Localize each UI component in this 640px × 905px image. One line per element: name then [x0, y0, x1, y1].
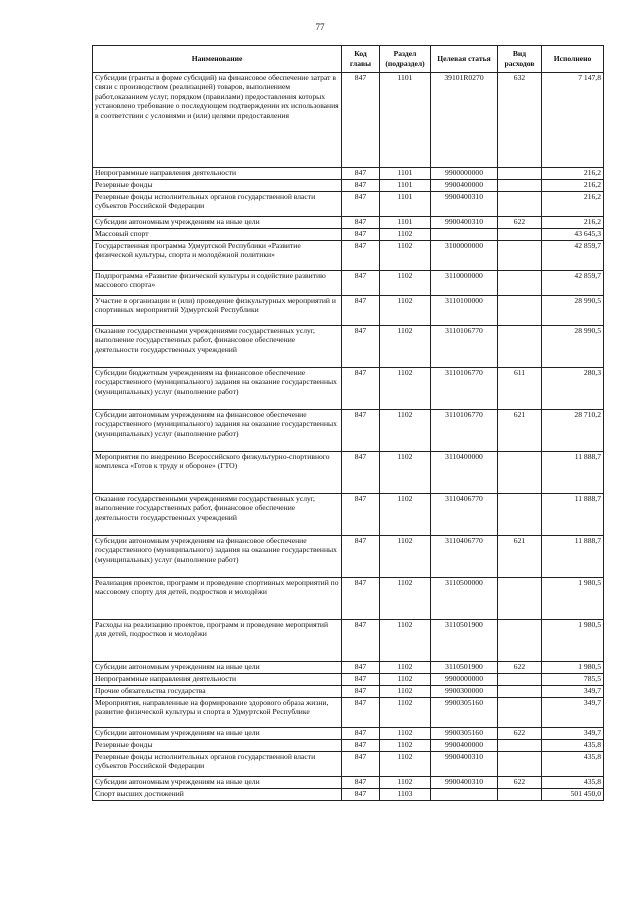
- cell-kod: 847: [342, 296, 380, 326]
- table-row: [93, 674, 604, 686]
- cell-name: Субсидии автономным учреждениям на иные цели: [93, 777, 342, 789]
- cell-razdel: 1102: [380, 271, 431, 296]
- table-row: [93, 217, 604, 229]
- cell-ispolneno: 435,8: [542, 752, 604, 777]
- table-row: [93, 452, 604, 494]
- cell-razdel: 1102: [380, 578, 431, 620]
- table-row: [93, 620, 604, 662]
- cell-ispolneno: 216,2: [542, 168, 604, 180]
- cell-vid: [498, 740, 542, 752]
- cell-vid: [498, 620, 542, 662]
- cell-name: Субсидии автономным учреждениям на иные цели: [93, 728, 342, 740]
- cell-razdel: 1102: [380, 536, 431, 578]
- table-row: [93, 728, 604, 740]
- table-row: [93, 326, 604, 368]
- cell-kod: 847: [342, 410, 380, 452]
- cell-kod: 847: [342, 271, 380, 296]
- cell-name: Субсидии автономным учреждениям на иные цели: [93, 662, 342, 674]
- cell-ispolneno: 216,2: [542, 180, 604, 192]
- table-row: [93, 494, 604, 536]
- cell-name: Непрограммные направления деятельности: [93, 674, 342, 686]
- cell-razdel: 1103: [380, 789, 431, 801]
- cell-statya: 9900400000: [431, 740, 498, 752]
- cell-name: Резервные фонды: [93, 180, 342, 192]
- cell-name: Расходы на реализацию проектов, программ и проведение мероприятий для детей, подростков и молодёжи: [93, 620, 342, 662]
- cell-statya: 9900400310: [431, 777, 498, 789]
- cell-statya: 9900305160: [431, 698, 498, 728]
- cell-statya: 3100000000: [431, 241, 498, 271]
- cell-ispolneno: 28 990,5: [542, 326, 604, 368]
- cell-vid: [498, 326, 542, 368]
- cell-statya: 3110501900: [431, 620, 498, 662]
- cell-vid: 622: [498, 662, 542, 674]
- cell-razdel: 1102: [380, 368, 431, 410]
- column-header-ispolneno: Исполнено: [542, 46, 604, 73]
- cell-kod: 847: [342, 192, 380, 217]
- budget-table: [92, 45, 604, 801]
- cell-ispolneno: 7 147,8: [542, 73, 604, 168]
- cell-ispolneno: 11 888,7: [542, 452, 604, 494]
- cell-vid: 632: [498, 73, 542, 168]
- cell-name: Субсидии бюджетным учреждениям на финансовое обеспечение государственного (муниципального) задания на оказание государственных (муниципальных) услуг (выполнение работ): [93, 368, 342, 410]
- cell-razdel: 1102: [380, 674, 431, 686]
- cell-name: Массовый спорт: [93, 229, 342, 241]
- column-header-name: Наименование: [93, 46, 342, 73]
- cell-razdel: 1101: [380, 192, 431, 217]
- cell-kod: 847: [342, 368, 380, 410]
- cell-ispolneno: 28 710,2: [542, 410, 604, 452]
- cell-ispolneno: 785,5: [542, 674, 604, 686]
- cell-kod: 847: [342, 326, 380, 368]
- table-row: [93, 368, 604, 410]
- cell-ispolneno: 349,7: [542, 686, 604, 698]
- column-header-statya: Целевая статья: [431, 46, 498, 73]
- cell-razdel: 1102: [380, 326, 431, 368]
- cell-razdel: 1102: [380, 241, 431, 271]
- cell-razdel: 1102: [380, 452, 431, 494]
- cell-vid: [498, 271, 542, 296]
- cell-name: Оказание государственными учреждениями государственных услуг, выполнение государственных работ, финансовое обеспечение деятельности государственных учреждений: [93, 494, 342, 536]
- cell-razdel: 1102: [380, 620, 431, 662]
- cell-statya: 9900000000: [431, 674, 498, 686]
- cell-razdel: 1102: [380, 662, 431, 674]
- cell-ispolneno: 11 888,7: [542, 536, 604, 578]
- cell-statya: 3110400000: [431, 452, 498, 494]
- cell-statya: 9900400000: [431, 180, 498, 192]
- cell-vid: 622: [498, 728, 542, 740]
- cell-statya: 3110106770: [431, 410, 498, 452]
- cell-ispolneno: 42 859,7: [542, 271, 604, 296]
- table-header-row: [93, 46, 604, 73]
- cell-kod: 847: [342, 674, 380, 686]
- table-row: [93, 180, 604, 192]
- cell-statya: 3110406770: [431, 536, 498, 578]
- table-row: [93, 271, 604, 296]
- cell-statya: 9900000000: [431, 168, 498, 180]
- cell-kod: 847: [342, 494, 380, 536]
- cell-name: Непрограммные направления деятельности: [93, 168, 342, 180]
- cell-razdel: 1102: [380, 296, 431, 326]
- cell-statya: 9900305160: [431, 728, 498, 740]
- cell-statya: 3110501900: [431, 662, 498, 674]
- table-row: [93, 752, 604, 777]
- cell-razdel: 1102: [380, 728, 431, 740]
- table-row: [93, 698, 604, 728]
- cell-statya: 3110106770: [431, 326, 498, 368]
- cell-vid: [498, 578, 542, 620]
- cell-kod: 847: [342, 452, 380, 494]
- cell-kod: 847: [342, 728, 380, 740]
- table-row: [93, 662, 604, 674]
- table-row: [93, 536, 604, 578]
- cell-kod: 847: [342, 752, 380, 777]
- table-row: [93, 168, 604, 180]
- table-row: [93, 73, 604, 168]
- column-header-vid: Вид расходов: [498, 46, 542, 73]
- cell-kod: 847: [342, 73, 380, 168]
- cell-razdel: 1102: [380, 752, 431, 777]
- table-row: [93, 777, 604, 789]
- cell-name: Резервные фонды: [93, 740, 342, 752]
- table-row: [93, 229, 604, 241]
- cell-kod: 847: [342, 686, 380, 698]
- cell-kod: 847: [342, 698, 380, 728]
- cell-kod: 847: [342, 740, 380, 752]
- cell-vid: 611: [498, 368, 542, 410]
- table-row: [93, 410, 604, 452]
- cell-razdel: 1102: [380, 740, 431, 752]
- cell-kod: 847: [342, 241, 380, 271]
- cell-razdel: 1102: [380, 686, 431, 698]
- cell-name: Реализация проектов, программ и проведение спортивных мероприятий по массовому спорту для детей, подростков и молодёжи: [93, 578, 342, 620]
- cell-razdel: 1102: [380, 410, 431, 452]
- table-row: [93, 192, 604, 217]
- cell-vid: 622: [498, 217, 542, 229]
- cell-statya: 9900400310: [431, 752, 498, 777]
- cell-kod: 847: [342, 578, 380, 620]
- cell-statya: 3110500000: [431, 578, 498, 620]
- cell-name: Резервные фонды исполнительных органов государственной власти субъектов Российской Федерации: [93, 752, 342, 777]
- table-row: [93, 789, 604, 801]
- cell-ispolneno: 28 990,5: [542, 296, 604, 326]
- cell-vid: [498, 168, 542, 180]
- cell-statya: 9900400310: [431, 217, 498, 229]
- cell-name: Оказание государственными учреждениями государственных услуг, выполнение государственных работ, финансовое обеспечение деятельности государственных учреждений: [93, 326, 342, 368]
- table-row: [93, 578, 604, 620]
- cell-vid: [498, 752, 542, 777]
- cell-name: Мероприятия по внедрению Всероссийского физкультурно-спортивного комплекса «Готов к труду и обороне» (ГТО): [93, 452, 342, 494]
- cell-razdel: 1101: [380, 180, 431, 192]
- cell-name: Субсидии автономным учреждениям на иные цели: [93, 217, 342, 229]
- cell-name: Мероприятия, направленные на формирование здорового образа жизни, развитие физической культуры и спорта в Удмуртской Республике: [93, 698, 342, 728]
- cell-vid: 621: [498, 536, 542, 578]
- cell-name: Субсидии (гранты в форме субсидий) на финансовое обеспечение затрат в связи с производством (реализацией) товаров, выполнением работ,оказанием услуг, порядком (правилами) предоставления которых установлено требование о последующем подтверждении их использования в соответствии с условиями и (или) целями предоставления: [93, 73, 342, 168]
- cell-kod: 847: [342, 168, 380, 180]
- cell-kod: 847: [342, 662, 380, 674]
- cell-ispolneno: 43 645,3: [542, 229, 604, 241]
- cell-vid: [498, 296, 542, 326]
- cell-name: Субсидии автономным учреждениям на финансовое обеспечение государственного (муниципального) задания на оказание государственных (муниципальных) услуг (выполнение работ): [93, 410, 342, 452]
- cell-vid: [498, 494, 542, 536]
- cell-ispolneno: 435,8: [542, 777, 604, 789]
- cell-vid: [498, 452, 542, 494]
- cell-kod: 847: [342, 789, 380, 801]
- cell-vid: [498, 674, 542, 686]
- cell-razdel: 1102: [380, 494, 431, 536]
- cell-vid: [498, 241, 542, 271]
- page-number: 77: [315, 22, 325, 32]
- cell-name: Прочие обязательства государства: [93, 686, 342, 698]
- cell-razdel: 1102: [380, 698, 431, 728]
- cell-razdel: 1101: [380, 168, 431, 180]
- cell-vid: [498, 686, 542, 698]
- cell-vid: [498, 698, 542, 728]
- cell-ispolneno: 11 888,7: [542, 494, 604, 536]
- cell-razdel: 1102: [380, 229, 431, 241]
- cell-statya: 9900300000: [431, 686, 498, 698]
- cell-ispolneno: 1 980,5: [542, 578, 604, 620]
- cell-statya: 3110406770: [431, 494, 498, 536]
- cell-kod: 847: [342, 217, 380, 229]
- table-row: [93, 296, 604, 326]
- cell-ispolneno: 1 980,5: [542, 620, 604, 662]
- cell-name: Субсидии автономным учреждениям на финансовое обеспечение государственного (муниципального) задания на оказание государственных (муниципальных) услуг (выполнение работ): [93, 536, 342, 578]
- column-header-razdel: Раздел (подраздел): [380, 46, 431, 73]
- cell-name: Подпрограмма «Развитие физической культуры и содействие развитию массового спорта»: [93, 271, 342, 296]
- column-header-kod: Код главы: [342, 46, 380, 73]
- table-row: [93, 241, 604, 271]
- cell-vid: [498, 789, 542, 801]
- cell-razdel: 1101: [380, 217, 431, 229]
- cell-vid: 622: [498, 777, 542, 789]
- cell-vid: 621: [498, 410, 542, 452]
- cell-statya: 3110106770: [431, 368, 498, 410]
- cell-statya: 9900400310: [431, 192, 498, 217]
- cell-statya: [431, 789, 498, 801]
- cell-name: Резервные фонды исполнительных органов государственной власти субъектов Российской Федерации: [93, 192, 342, 217]
- cell-vid: [498, 229, 542, 241]
- cell-statya: 39101R0270: [431, 73, 498, 168]
- cell-vid: [498, 192, 542, 217]
- cell-ispolneno: 501 450,0: [542, 789, 604, 801]
- cell-name: Участие в организации и (или) проведение физкультурных мероприятий и спортивных мероприятий Удмуртской Республики: [93, 296, 342, 326]
- cell-kod: 847: [342, 536, 380, 578]
- cell-kod: 847: [342, 180, 380, 192]
- cell-kod: 847: [342, 229, 380, 241]
- cell-ispolneno: 216,2: [542, 192, 604, 217]
- cell-name: Государственная программа Удмуртской Республики «Развитие физической культуры, спорта и молодёжной политики»: [93, 241, 342, 271]
- cell-razdel: 1102: [380, 777, 431, 789]
- cell-vid: [498, 180, 542, 192]
- table-row: [93, 686, 604, 698]
- cell-kod: 847: [342, 777, 380, 789]
- cell-statya: 3110100000: [431, 296, 498, 326]
- cell-ispolneno: 42 859,7: [542, 241, 604, 271]
- cell-razdel: 1101: [380, 73, 431, 168]
- cell-name: Спорт высших достижений: [93, 789, 342, 801]
- cell-ispolneno: 349,7: [542, 728, 604, 740]
- cell-ispolneno: 435,8: [542, 740, 604, 752]
- cell-ispolneno: 349,7: [542, 698, 604, 728]
- cell-ispolneno: 216,2: [542, 217, 604, 229]
- cell-ispolneno: 1 980,5: [542, 662, 604, 674]
- cell-statya: [431, 229, 498, 241]
- cell-kod: 847: [342, 620, 380, 662]
- cell-ispolneno: 280,3: [542, 368, 604, 410]
- table-row: [93, 740, 604, 752]
- cell-statya: 3110000000: [431, 271, 498, 296]
